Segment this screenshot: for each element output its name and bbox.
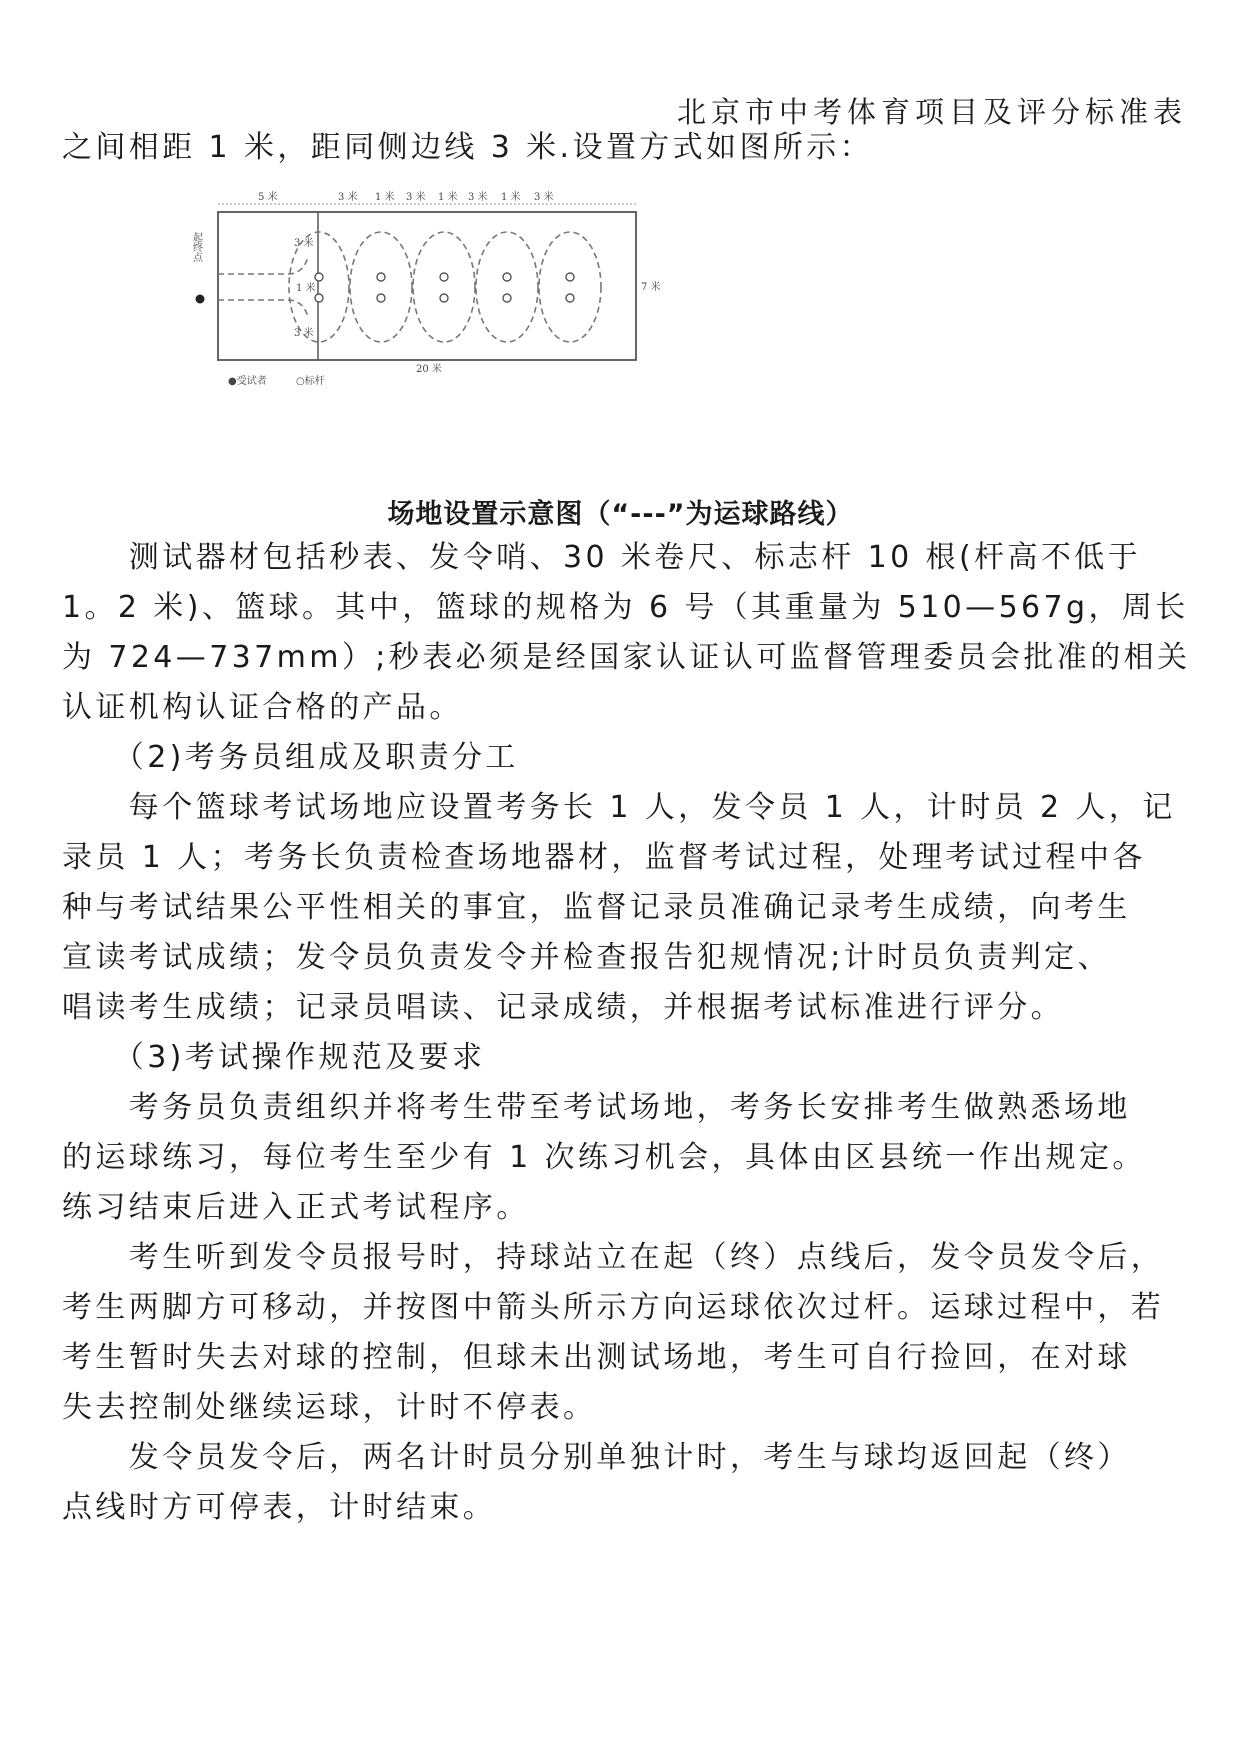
poles (315, 273, 574, 302)
body-line: 点线时方可停表，计时结束。 (62, 1490, 497, 1525)
court-diagram (190, 192, 661, 416)
pole-marker (377, 294, 385, 302)
body-line: 考生听到发令员报号时，持球站立在起（终）点线后，发令员发令后， (62, 1240, 1165, 1275)
dim-label-top-5m: 5 米 (258, 192, 278, 203)
body-line: 考生两脚方可移动，并按图中箭头所示方向运球依次过杆。运球过程中，若 (62, 1290, 1165, 1325)
dim-label-top-1m: 1 米 (438, 192, 458, 203)
body-line: 唱读考生成绩；记录员唱读、记录成绩，并根据考试标准进行评分。 (62, 990, 1064, 1025)
legend-pole: ○标杆 (296, 376, 325, 387)
dim-label-left-1m: 1 米 (296, 283, 316, 294)
section-heading: （2)考务员组成及职责分工 (62, 740, 519, 775)
dim-label-right-7m: 7 米 (641, 282, 661, 293)
page-header-title: 北京市中考体育项目及评分标准表 (676, 95, 1187, 129)
body-line: 的运球练习，每位考生至少有 1 次练习机会，具体由区县统一作出规定。 (62, 1140, 1146, 1175)
pole-marker (503, 294, 511, 302)
body-line: 为 724—737mm）;秒表必须是经国家认证认可监督管理委员会批准的相关 (62, 640, 1191, 675)
body-line: 测试器材包括秒表、发令哨、30 米卷尺、标志杆 10 根(杆高不低于 (62, 540, 1142, 575)
body-line: 考生暂时失去对球的控制，但球未出测试场地，考生可自行捡回，在对球 (62, 1340, 1131, 1375)
pole-marker (566, 273, 574, 281)
body-line: 宣读考试成绩；发令员负责发令并检查报告犯规情况;计时员负责判定、 (62, 940, 1111, 975)
body-line: 认证机构认证合格的产品。 (62, 690, 463, 725)
dim-label-top-3m: 3 米 (534, 192, 554, 203)
court-boundary (218, 212, 636, 360)
pole-marker (377, 273, 385, 281)
body-line: 发令员发令后，两名计时员分别单独计时，考生与球均返回起（终） (62, 1440, 1131, 1475)
dim-label-top-3m: 3 米 (406, 192, 426, 203)
body-line: 录员 1 人；考务长负责检查场地器材，监督考试过程，处理考试过程中各 (62, 840, 1146, 875)
body-line: 1。2 米)、篮球。其中，篮球的规格为 6 号（其重量为 510—567g，周长 (62, 590, 1189, 625)
start-point-label: 起终点 (190, 232, 202, 262)
body-line: 练习结束后进入正式考试程序。 (62, 1190, 530, 1225)
dim-label-left-3m: 3 米 (294, 328, 314, 339)
court-diagram-svg (190, 192, 661, 412)
body-line: 种与考试结果公平性相关的事宜，监督记录员准确记录考生成绩，向考生 (62, 890, 1131, 925)
dim-label-bottom-20m: 20 米 (416, 364, 442, 375)
pole-marker (440, 273, 448, 281)
dim-label-left-3m: 3 米 (294, 238, 314, 249)
body-line: 考务员负责组织并将考生带至考试场地，考务长安排考生做熟悉场地 (62, 1090, 1131, 1125)
pole-marker (566, 294, 574, 302)
dim-label-top-3m: 3 米 (468, 192, 488, 203)
pole-marker (315, 294, 323, 302)
dim-label-top-1m: 1 米 (375, 192, 395, 203)
body-line: 每个篮球考试场地应设置考务长 1 人，发令员 1 人，计时员 2 人，记 (62, 790, 1176, 825)
intro-line: 之间相距 1 米，距同侧边线 3 米.设置方式如图所示： (62, 130, 874, 165)
figure-caption: 场地设置示意图（“---”为运球路线） (387, 499, 854, 530)
legend-subject: ●受试者 (228, 376, 267, 387)
subject-marker (196, 295, 205, 304)
pole-marker (503, 273, 511, 281)
body-line: 失去控制处继续运球，计时不停表。 (62, 1390, 597, 1425)
pole-marker (315, 273, 323, 281)
pole-marker (440, 294, 448, 302)
dim-label-top-3m: 3 米 (338, 192, 358, 203)
dim-label-top-1m: 1 米 (501, 192, 521, 203)
dribble-path (218, 232, 601, 342)
section-heading: （3)考试操作规范及要求 (62, 1040, 486, 1075)
